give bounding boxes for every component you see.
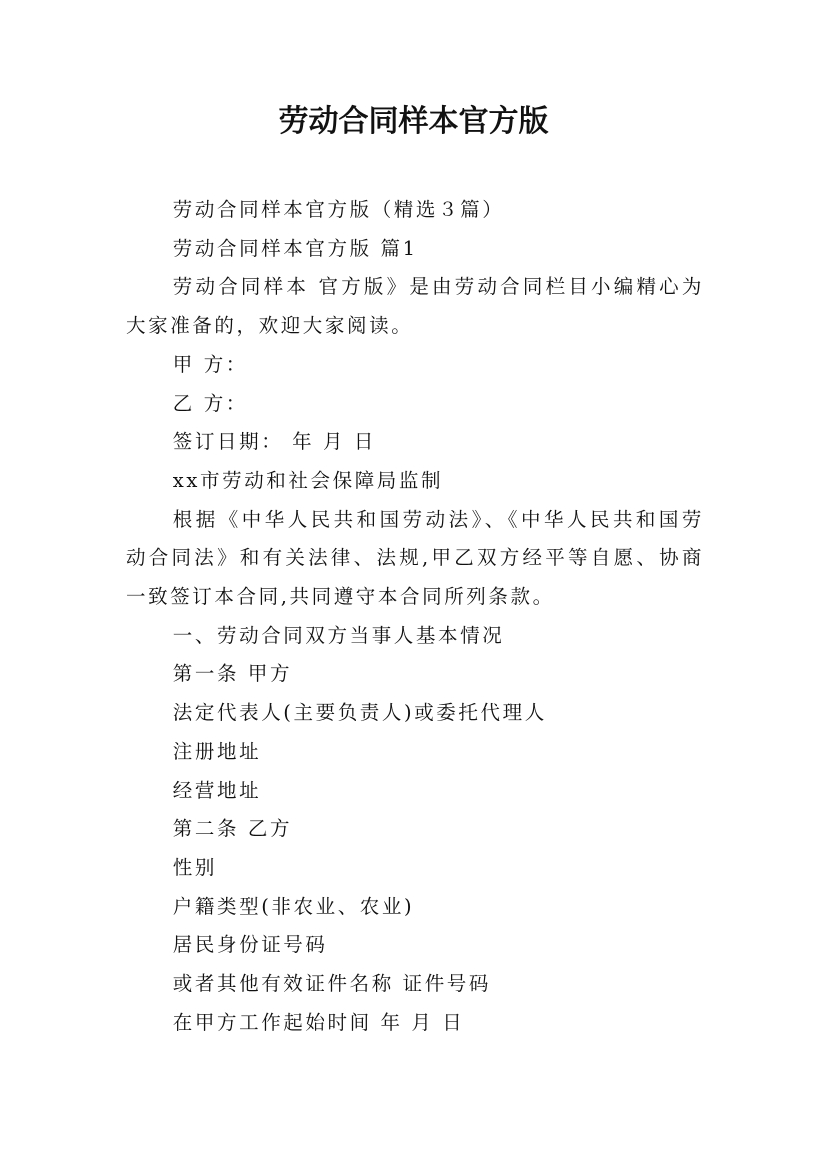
paragraph-start-date: 在甲方工作起始时间 年 月 日 bbox=[172, 1010, 465, 1034]
paragraph-section-1: 一、劳动合同双方当事人基本情况 bbox=[172, 623, 505, 647]
paragraph-registered-address: 注册地址 bbox=[172, 739, 262, 763]
paragraph-business-address: 经营地址 bbox=[172, 778, 262, 802]
paragraph-legal-basis: 根据《中华人民共和国劳动法》、《中华人民共和国劳动合同法》和有关法律、法规,甲乙双方经平等自愿、协商一致签订本合同,共同遵守本合同所列条款。 bbox=[126, 507, 704, 609]
paragraph-sign-date: 签订日期： 年 月 日 bbox=[172, 430, 376, 454]
paragraph-id-number: 居民身份证号码 bbox=[172, 933, 328, 957]
paragraph-gender: 性别 bbox=[172, 855, 217, 879]
paragraph-article-2: 第二条 乙方 bbox=[172, 817, 293, 841]
paragraph-article-1: 第一条 甲方 bbox=[172, 662, 293, 686]
paragraph-part-heading: 劳动合同样本官方版 篇1 bbox=[172, 236, 418, 260]
paragraph-subtitle: 劳动合同样本官方版（精选３篇） bbox=[172, 198, 505, 221]
paragraph-party-a: 甲 方： bbox=[172, 352, 248, 376]
document-title: 劳动合同样本官方版 bbox=[278, 104, 549, 139]
paragraph-other-id: 或者其他有效证件名称 证件号码 bbox=[172, 972, 491, 996]
paragraph-party-b: 乙 方： bbox=[172, 391, 248, 415]
document-body bbox=[126, 191, 704, 1042]
paragraph-intro: 劳动合同样本 官方版》是由劳动合同栏目小编精心为大家准备的，欢迎大家阅读。 bbox=[126, 275, 704, 338]
paragraph-legal-rep: 法定代表人(主要负责人)或委托代理人 bbox=[172, 701, 547, 725]
paragraph-supervisor: xx市劳动和社会保障局监制 bbox=[172, 468, 444, 492]
paragraph-household-type: 户籍类型(非农业、农业) bbox=[172, 894, 415, 918]
